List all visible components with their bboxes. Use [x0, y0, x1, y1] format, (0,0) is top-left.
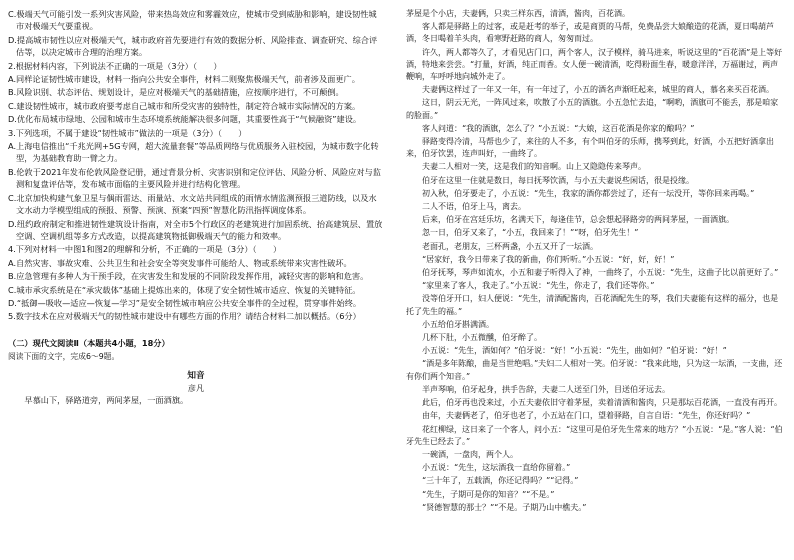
story-paragraph: 没等伯牙开口，妇人便说：“先生，清酒配酱肉，百花酒配先生的琴，我们夫妻能有这样的福分，也是托了先生的福。” — [406, 294, 779, 316]
story-paragraph: 由年，夫妻俩老了，伯牙也老了，小五站在门口，望着驿路，自言自语：“先生，你还好吗？” — [422, 411, 751, 421]
q4-option-d2: D.“抵御—吸收—适应—恢复—学习”是安全韧性城市响应公共安全事件的全过程，贯穿事件始终。 — [8, 297, 362, 308]
q3-option-a: A.上海电信推出“千兆光网+5G专网，超大流量套餐”等品质网络与优质服务入驻校园，为城市数字化转型，为基础教育助一臂之力。 — [8, 141, 379, 164]
story-paragraph: 许久，两人都等久了，才看见店门口，两个客人，汉子模样，骑马进来，听说这里的“百花酒”是上等好酒，特地来尝尝。“打量，好酒，纯正而香。女人便一碗清酒，吃得粉面生春，暖意洋洋，万福谢过，两声鞭响，车呼呼地向城外走了。 — [406, 47, 783, 82]
story-paragraph: 此后，伯牙再也没来过，小五夫妻依旧守着茅屋，卖着清酒和酱肉，只是那坛百花酒，一直没有再开。 — [422, 398, 782, 408]
story-paragraph: 二人不语，伯牙上马，离去。 — [422, 202, 526, 212]
story-paragraph: 客人问道：“我的酒旗，怎么了？”小五说：“大娘，这百花酒是你家的酿吗？” — [422, 123, 695, 133]
story-paragraph: 茅屋是个小店，夫妻俩，只卖三样东西，清酒，酱肉，百花酒。 — [406, 9, 630, 18]
story-paragraph: 几杯下肚，小五微醺，伯牙醉了。 — [422, 333, 542, 343]
story-first-line: 早慕山下，驿路道旁，两间茅屋，一面酒旗。 — [24, 395, 189, 406]
q4-option-a: A.自然灾害、事故灾难、公共卫生和社会安全等突发事件可能给人、物或系统带来灾害性破坏。 — [8, 257, 352, 268]
q2-option-c: C.建设韧性城市，城市政府要考虑自己城市和所受灾害的独特性，制定符合城市实际情况的方案。 — [8, 100, 361, 111]
right-column-story — [406, 8, 784, 515]
story-paragraph: 花红柳绿，这日来了一个客人，问小五：“这里可是伯牙先生常来的地方？”小五说：“是。”客人说：“伯牙先生已经去了。” — [406, 424, 783, 446]
story-paragraph: 后来，伯牙在宫廷乐坊，名满天下，每逢佳节，总会想起驿路旁的两间茅屋，一面酒旗。 — [422, 215, 734, 225]
story-paragraph: “酒是多年陈酿，曲是当世绝唱。”夫妇二人相对一笑。伯牙说：“我来此地，只为这一坛酒，一支曲，还有你们两个知音。” — [406, 359, 783, 381]
q2-option-a: A.同样论证韧性城市建设，材料一指向公共安全事件，材料二则聚焦极端天气，前者涉及面更广。 — [8, 74, 360, 85]
left-column — [8, 8, 384, 407]
story-author: 彦凡 — [187, 382, 205, 393]
q2-option-b: B.风险识别、状态评估、规划设计，是应对极端天气的基础措施，应按顺序进行，不可颠倒。 — [8, 87, 344, 98]
story-paragraph: 一碗酒，一盘肉，两个人。 — [422, 449, 518, 459]
story-paragraph: 客人都是驿路上的过客，或是赶考的举子，或是商贾的马帮，免费品尝大娘酿造的花酒，夏日喝葫芦酒，冬日喝着羊头肉，看寒野赶路的商人，匆匆而过。 — [406, 22, 774, 44]
section-heading: （二）现代文阅读Ⅱ（本题共4小题，18分） — [8, 337, 170, 348]
story-paragraph: “三十年了，五载酒，你还记得吗？”“记得。” — [422, 476, 579, 486]
question-2: 2.根据材料内容，下列说法不正确的一项是（3分）（ ） — [8, 60, 222, 71]
story-paragraph: 夫妻俩这样过了一年又一年，有一年过了，小五的酒名声渐旺起来，城里的商人，慕名来买百花酒。 — [422, 85, 774, 95]
story-paragraph: “贤德智慧的那士？”“不是。子期乃山中樵夫。” — [422, 502, 587, 512]
q2-option-d: D.优化布局城市绿地、公园和城市生态环境系统能解决很多问题，其重要性高于“气候融资”建设。 — [8, 114, 362, 125]
story-paragraph: 小五给伯牙斟满酒。 — [422, 319, 494, 329]
story-paragraph: 小五说：“先生，这坛酒我一直给你留着。” — [422, 463, 571, 473]
question-3: 3.下列选项，不属于建设“韧性城市”做法的一项是（3分）（ ） — [8, 127, 247, 138]
story-paragraph: “家里来了客人，我走了。”小五说：“先生，你走了，我们还等你。” — [422, 281, 655, 291]
story-paragraph: 伯牙在这里一住就是数日，每日抚琴饮酒，与小五夫妻说些闲话，很是投缘。 — [422, 175, 694, 185]
q3-option-b: B.伦敦于2021年发布伦敦风险登记册，通过背景分析、灾害识别和定位评估、风险分析、风险应对与监测和复盘评估等，发布城市面临的主要风险并进行结构化管理。 — [8, 166, 381, 190]
story-paragraph: 驿路变得冷清，马帮也少了，来往的人不多，有个叫伯牙的乐师，携琴到此，好酒，小五把好酒拿出来，伯牙饮罢，连声叫好，一曲终了。 — [406, 137, 774, 159]
q3-option-d: D.纽约政府制定和推进韧性建筑设计指南，对全市5个行政区的老建筑进行加固系统、抬高建筑层、置放空调、空调机组等多方式改造，以提高建筑物抵御极端天气的能力和效率。 — [8, 218, 383, 241]
story-paragraph: 这日，阴云无光，一阵风过来，吹散了小五的酒旗。小五急忙去追，“啊哟，酒旗可不能丢，那是咱家的脸面。” — [406, 98, 779, 120]
story-paragraph: 老面孔，老朋友，三杯两盏，小五又开了一坛酒。 — [422, 241, 598, 251]
story-title: 知音 — [187, 370, 205, 381]
story-paragraph: 伯牙抚琴，琴声如流水，小五和妻子听得入了神，一曲终了，小五说：“先生，这曲子比以前更好了。” — [422, 268, 779, 278]
section-instruction: 阅读下面的文字，完成6～9题。 — [8, 352, 120, 362]
story-paragraph: 忽一日，伯牙又来了，“小五，我回来了！”“呀，伯牙先生！” — [422, 228, 639, 238]
q3-option-c: C.北京加快构建气象卫星与偶雨雷达、雨量站、水文站共同组成的雨情水情监测预报三道防线，以及水文水动力学模型组成的预报、预警、预演、预案“四预”智慧化防汛指挥调度体系。 — [8, 192, 377, 216]
question-5: 5.数字技术在应对极端天气的韧性城市建设中有哪些方面的作用？请结合材料二加以概括。（6分） — [8, 311, 361, 322]
q4-option-b: B.应急管理有多种人为干预手段，在灾害发生和发展的不同阶段发挥作用，减轻灾害的影响和危害。 — [8, 271, 369, 282]
story-paragraph: 初入秋，伯牙要走了，小五说：“先生，我家的酒你都尝过了，还有一坛没开，等你回来再喝。” — [422, 188, 755, 198]
q4-option-c: C.极端天气可能引发一系列灾害风险，带来热岛效应和雾霾效应，使城市受到威胁和影响，建设韧性城市对极端天气要重视。 — [8, 9, 377, 32]
story-paragraph: 半声琴响，伯牙起身，拱手告辞，夫妻二人送至门外，目送伯牙远去。 — [422, 384, 670, 394]
story-paragraph: “先生，子期可是你的知音？”“不是。” — [422, 489, 555, 499]
q4-option-c2: C.城市承灾系统是在“承灾载体”基础上提炼出来的，体现了安全韧性城市适应、恢复的关键特征。 — [8, 284, 361, 295]
story-paragraph: 夫妻二人相对一笑，这是我们的知音啊。山上又隐隐传来琴声。 — [422, 162, 646, 172]
story-paragraph: “居家好，我今日带来了我的新曲，你们听听。”小五说：“好，好，好！” — [422, 254, 675, 264]
question-4: 4.下列对材料一中图1和图2的理解和分析，不正确的一项是（3分）（ ） — [8, 244, 282, 255]
story-paragraph: 小五说：“先生，酒如何？”伯牙说：“好！”小五说：“先生，曲如何？”伯牙说：“好！” — [422, 346, 727, 356]
q4-option-d: D.提高城市韧性以应对极端天气，城市政府首先要进行有效的数据分析、风险排查、调查研究、综合评估等，以决定城市合理的治理方案。 — [8, 34, 378, 58]
